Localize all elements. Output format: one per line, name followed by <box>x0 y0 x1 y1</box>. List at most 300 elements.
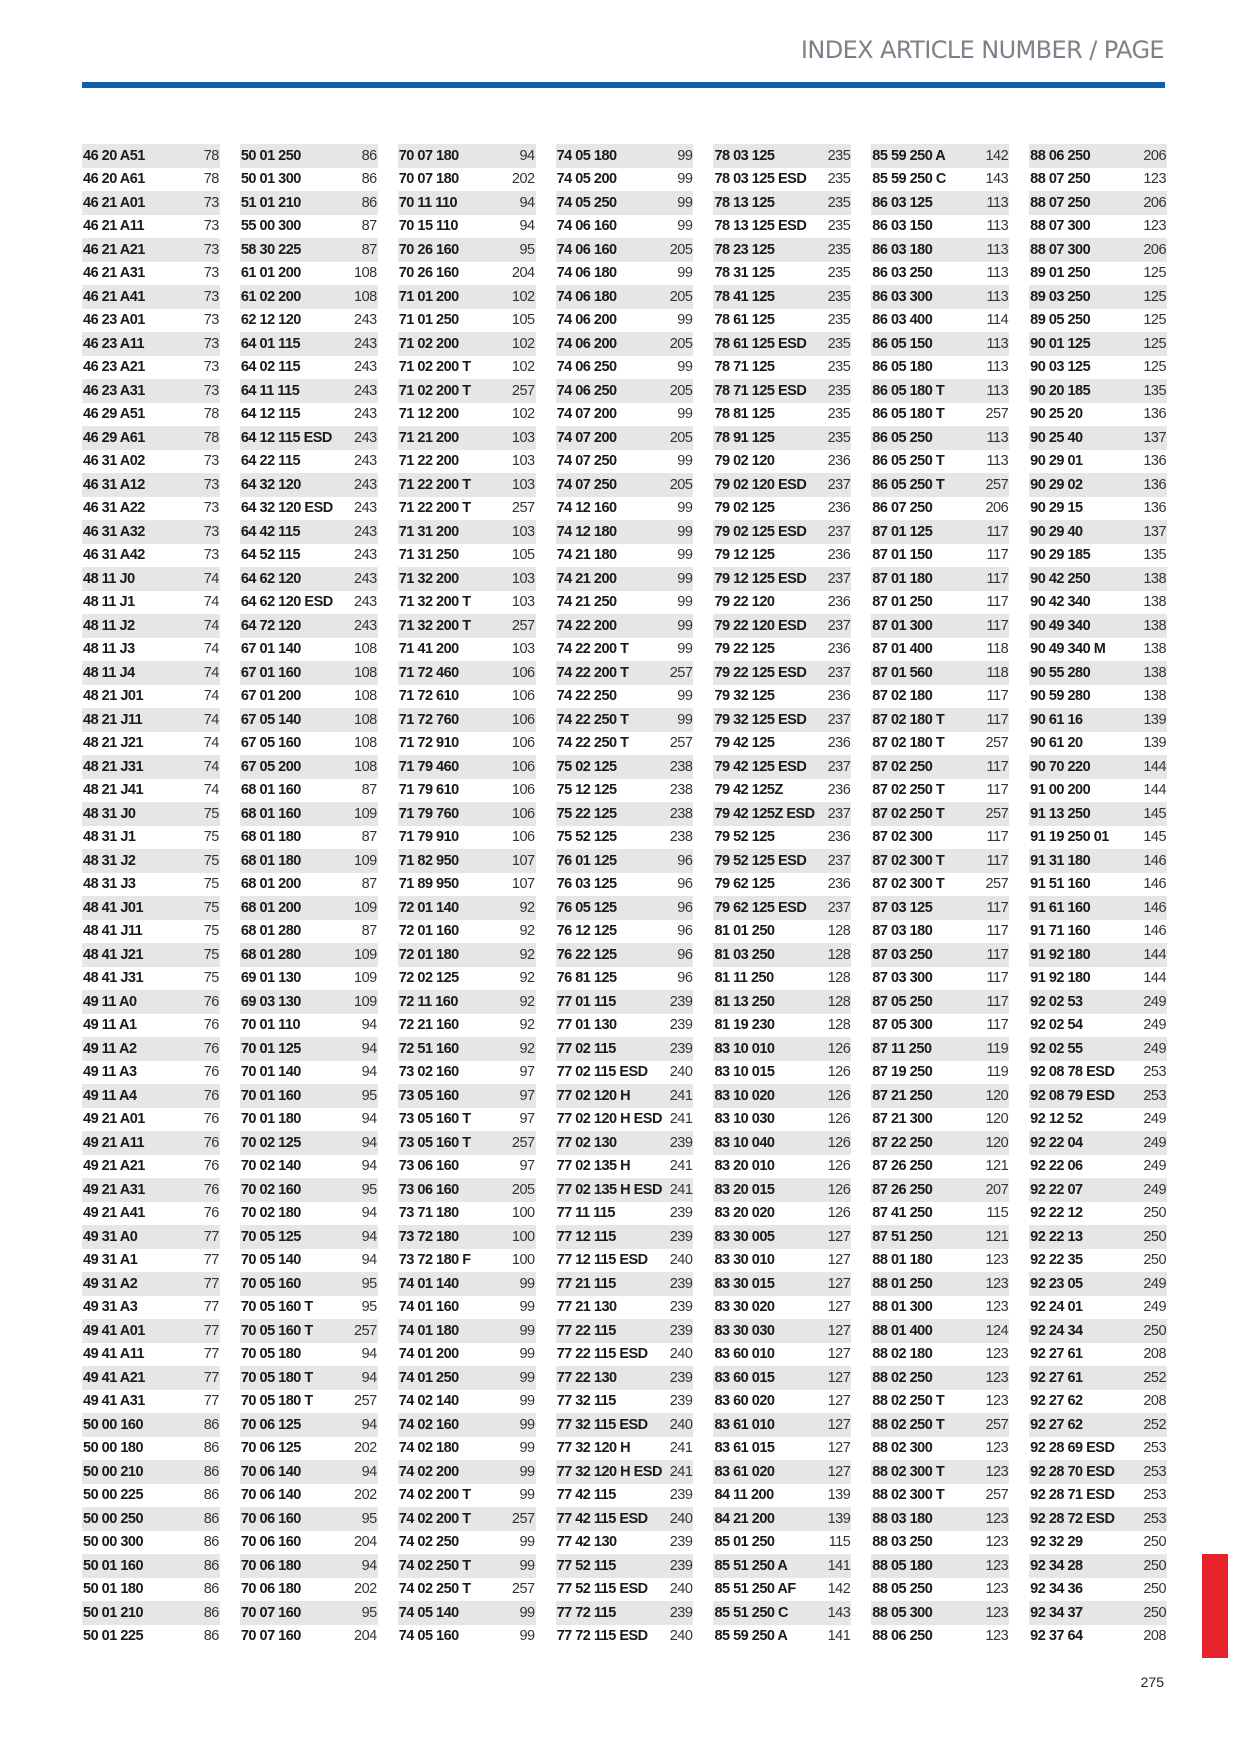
index-row <box>556 1178 694 1202</box>
index-row <box>556 1084 694 1108</box>
index-row <box>556 309 694 333</box>
index-row <box>82 1554 220 1578</box>
page-reference: 235 <box>827 429 851 446</box>
index-row <box>1029 685 1167 709</box>
index-row <box>398 732 536 756</box>
page-reference: 235 <box>827 312 851 329</box>
page-reference: 103 <box>511 570 535 587</box>
index-row <box>1029 497 1167 521</box>
page-reference: 236 <box>827 829 851 846</box>
page-reference: 97 <box>519 1087 535 1104</box>
page-reference: 120 <box>985 1111 1009 1128</box>
page-reference: 105 <box>511 547 535 564</box>
article-number: 91 31 180 <box>1030 852 1091 869</box>
article-number: 74 02 200 T <box>398 1487 471 1504</box>
page-reference: 235 <box>827 147 851 164</box>
page-reference: 144 <box>1143 970 1167 987</box>
page-reference: 74 <box>203 664 219 681</box>
article-number: 73 71 180 <box>398 1205 459 1222</box>
index-row <box>713 403 851 427</box>
article-number: 71 02 200 T <box>398 359 471 376</box>
article-number: 74 01 140 <box>398 1275 459 1292</box>
index-row <box>398 497 536 521</box>
page-reference: 123 <box>985 1628 1009 1645</box>
page-reference: 99 <box>519 1463 535 1480</box>
page-reference: 241 <box>669 1440 693 1457</box>
index-row <box>240 567 378 591</box>
page-reference: 144 <box>1143 758 1167 775</box>
article-number: 81 19 230 <box>714 1017 775 1034</box>
page-reference: 121 <box>985 1158 1009 1175</box>
page-reference: 250 <box>1143 1581 1167 1598</box>
article-number: 77 02 135 H <box>556 1158 631 1175</box>
article-number: 71 02 200 <box>398 335 459 352</box>
page-reference: 103 <box>511 476 535 493</box>
page-reference: 257 <box>511 382 535 399</box>
article-number: 77 02 130 <box>556 1134 617 1151</box>
page-reference: 99 <box>519 1393 535 1410</box>
index-row <box>713 591 851 615</box>
index-row <box>82 638 220 662</box>
index-row <box>240 332 378 356</box>
index-row <box>398 943 536 967</box>
article-number: 91 19 250 01 <box>1030 829 1109 846</box>
index-row <box>82 1084 220 1108</box>
index-row <box>398 1296 536 1320</box>
page-reference: 74 <box>203 735 219 752</box>
page-reference: 243 <box>354 453 377 470</box>
page-reference: 109 <box>354 970 377 987</box>
page-reference: 207 <box>985 1181 1009 1198</box>
page-reference: 96 <box>677 899 693 916</box>
index-row <box>398 873 536 897</box>
index-row <box>1029 967 1167 991</box>
article-number: 73 05 160 T <box>398 1111 471 1128</box>
index-row <box>871 1319 1009 1343</box>
index-row <box>713 826 851 850</box>
article-number: 71 79 910 <box>398 829 459 846</box>
article-number: 64 12 115 ESD <box>240 429 332 446</box>
page-reference: 243 <box>354 406 377 423</box>
article-number: 77 32 115 <box>556 1393 616 1410</box>
article-number: 92 28 69 ESD <box>1030 1440 1115 1457</box>
page-reference: 126 <box>827 1158 851 1175</box>
index-row <box>871 873 1009 897</box>
page-reference: 141 <box>827 1628 851 1645</box>
index-row <box>556 285 694 309</box>
article-number: 64 02 115 <box>240 359 301 376</box>
article-number: 74 06 160 <box>556 241 617 258</box>
index-row <box>240 262 378 286</box>
index-row <box>82 1249 220 1273</box>
article-number: 64 72 120 <box>240 617 301 634</box>
page-reference: 78 <box>203 429 219 446</box>
index-row <box>556 732 694 756</box>
index-row <box>82 1437 220 1461</box>
index-row <box>240 685 378 709</box>
article-number: 46 20 A51 <box>83 147 145 164</box>
index-row <box>240 356 378 380</box>
article-number: 71 82 950 <box>398 852 459 869</box>
page-reference: 77 <box>203 1322 219 1339</box>
page-reference: 96 <box>677 876 693 893</box>
article-number: 71 31 250 <box>398 547 459 564</box>
article-number: 74 05 200 <box>556 171 617 188</box>
page-reference: 125 <box>1143 288 1167 305</box>
page-reference: 87 <box>361 241 377 258</box>
article-number: 46 23 A11 <box>83 335 145 352</box>
article-number: 86 05 150 <box>872 335 933 352</box>
page-reference: 208 <box>1143 1628 1167 1645</box>
page-reference: 94 <box>361 1346 377 1363</box>
page-reference: 117 <box>986 523 1009 540</box>
page-reference: 106 <box>511 829 535 846</box>
article-number: 92 28 70 ESD <box>1030 1463 1115 1480</box>
article-number: 71 89 950 <box>398 876 459 893</box>
header-rule <box>82 82 1165 88</box>
page-reference: 106 <box>511 735 535 752</box>
index-row <box>871 403 1009 427</box>
page-reference: 94 <box>361 1040 377 1057</box>
article-number: 70 07 160 <box>240 1628 301 1645</box>
index-row <box>713 497 851 521</box>
article-number: 68 01 200 <box>240 876 301 893</box>
article-number: 71 21 200 <box>398 429 459 446</box>
article-number: 74 01 200 <box>398 1346 459 1363</box>
page-reference: 204 <box>354 1534 377 1551</box>
index-row <box>82 215 220 239</box>
index-row <box>1029 144 1167 168</box>
article-number: 50 01 225 <box>83 1628 144 1645</box>
article-number: 85 59 250 A <box>714 1628 788 1645</box>
article-number: 46 21 A01 <box>83 194 145 211</box>
page-reference: 236 <box>827 547 851 564</box>
page-reference: 107 <box>511 876 535 893</box>
article-number: 92 08 78 ESD <box>1030 1064 1115 1081</box>
index-row <box>398 1178 536 1202</box>
index-row <box>398 1131 536 1155</box>
index-row <box>240 144 378 168</box>
article-number: 90 61 20 <box>1030 735 1083 752</box>
index-row <box>82 426 220 450</box>
index-row <box>1029 1272 1167 1296</box>
article-number: 83 61 010 <box>714 1416 775 1433</box>
article-number: 74 05 160 <box>398 1628 459 1645</box>
page-reference: 75 <box>203 923 219 940</box>
index-row <box>240 591 378 615</box>
page-reference: 109 <box>354 805 377 822</box>
article-number: 64 42 115 <box>240 523 301 540</box>
index-row <box>82 544 220 568</box>
article-number: 72 51 160 <box>398 1040 459 1057</box>
page-reference: 102 <box>511 335 535 352</box>
page-reference: 117 <box>986 970 1009 987</box>
page-reference: 123 <box>985 1252 1009 1269</box>
article-number: 92 27 62 <box>1030 1393 1083 1410</box>
index-row <box>556 1484 694 1508</box>
article-number: 87 02 300 T <box>872 876 945 893</box>
article-number: 87 02 300 T <box>872 852 945 869</box>
index-row <box>713 520 851 544</box>
index-row <box>713 1319 851 1343</box>
article-number: 77 21 115 <box>556 1275 616 1292</box>
article-number: 81 13 250 <box>714 993 775 1010</box>
page-reference: 100 <box>511 1205 535 1222</box>
article-number: 71 01 250 <box>398 312 459 329</box>
index-row <box>871 1343 1009 1367</box>
page-reference: 86 <box>361 171 377 188</box>
article-number: 46 21 A21 <box>83 241 145 258</box>
index-row <box>82 1155 220 1179</box>
page-reference: 113 <box>986 194 1009 211</box>
page-reference: 109 <box>354 993 377 1010</box>
page-reference: 139 <box>1143 735 1167 752</box>
index-row <box>556 1155 694 1179</box>
index-row <box>398 1108 536 1132</box>
article-number: 64 52 115 <box>240 547 301 564</box>
article-number: 70 06 125 <box>240 1416 301 1433</box>
article-number: 48 11 J3 <box>83 641 135 658</box>
index-row <box>556 356 694 380</box>
index-row <box>398 1484 536 1508</box>
page-reference: 96 <box>677 923 693 940</box>
index-row <box>82 990 220 1014</box>
article-number: 67 01 200 <box>240 688 301 705</box>
index-row <box>871 896 1009 920</box>
article-number: 71 41 200 <box>398 641 459 658</box>
page-reference: 113 <box>986 288 1009 305</box>
page-reference: 236 <box>827 688 851 705</box>
page-reference: 86 <box>361 194 377 211</box>
article-number: 74 01 160 <box>398 1299 459 1316</box>
index-row <box>240 614 378 638</box>
index-row <box>398 1225 536 1249</box>
article-number: 74 07 200 <box>556 429 617 446</box>
page-reference: 99 <box>519 1604 535 1621</box>
index-row <box>871 638 1009 662</box>
index-row <box>713 1484 851 1508</box>
article-number: 74 02 160 <box>398 1416 459 1433</box>
index-row <box>82 732 220 756</box>
index-row <box>1029 426 1167 450</box>
article-number: 70 07 160 <box>240 1604 301 1621</box>
index-row <box>556 849 694 873</box>
page-reference: 94 <box>361 1463 377 1480</box>
index-row <box>398 1460 536 1484</box>
page-reference: 243 <box>354 617 377 634</box>
page-reference: 95 <box>361 1604 377 1621</box>
page-reference: 253 <box>1143 1440 1167 1457</box>
article-number: 77 22 130 <box>556 1369 617 1386</box>
index-row <box>82 168 220 192</box>
page-reference: 103 <box>511 641 535 658</box>
page-reference: 109 <box>354 946 377 963</box>
index-row <box>871 497 1009 521</box>
page-reference: 94 <box>361 1064 377 1081</box>
index-row <box>713 379 851 403</box>
page-reference: 106 <box>511 688 535 705</box>
article-number: 86 05 180 <box>872 359 933 376</box>
article-number: 78 03 125 <box>714 147 775 164</box>
article-number: 88 07 300 <box>1030 241 1091 258</box>
article-number: 77 52 115 <box>556 1557 616 1574</box>
page-reference: 73 <box>203 241 219 258</box>
page-reference: 78 <box>203 171 219 188</box>
page-reference: 235 <box>827 194 851 211</box>
article-number: 70 05 160 <box>240 1275 301 1292</box>
page-reference: 239 <box>669 1299 693 1316</box>
page-reference: 144 <box>1143 782 1167 799</box>
page-reference: 239 <box>669 1604 693 1621</box>
article-number: 87 26 250 <box>872 1181 933 1198</box>
index-row <box>713 1296 851 1320</box>
page-reference: 106 <box>511 664 535 681</box>
page-reference: 102 <box>511 406 535 423</box>
page-reference: 243 <box>354 359 377 376</box>
index-row <box>1029 1155 1167 1179</box>
article-number: 77 32 120 H ESD <box>556 1463 662 1480</box>
article-number: 85 51 250 AF <box>714 1581 796 1598</box>
index-row <box>398 215 536 239</box>
article-number: 90 20 185 <box>1030 382 1091 399</box>
article-number: 90 03 125 <box>1030 359 1091 376</box>
article-number: 90 25 40 <box>1030 429 1083 446</box>
index-row <box>556 191 694 215</box>
article-number: 92 24 01 <box>1030 1299 1083 1316</box>
article-number: 49 21 A21 <box>83 1158 145 1175</box>
index-row <box>398 1319 536 1343</box>
index-row <box>871 732 1009 756</box>
index-row <box>871 943 1009 967</box>
page-reference: 77 <box>203 1228 219 1245</box>
article-number: 74 21 200 <box>556 570 617 587</box>
index-row <box>871 1366 1009 1390</box>
index-row <box>398 332 536 356</box>
index-row <box>1029 215 1167 239</box>
article-number: 78 61 125 <box>714 312 775 329</box>
article-number: 78 81 125 <box>714 406 775 423</box>
article-number: 46 23 A21 <box>83 359 145 376</box>
index-row <box>82 873 220 897</box>
index-row <box>1029 379 1167 403</box>
index-row <box>556 1037 694 1061</box>
article-number: 70 06 160 <box>240 1510 301 1527</box>
page-reference: 257 <box>669 735 693 752</box>
index-row <box>871 1014 1009 1038</box>
index-row <box>82 920 220 944</box>
page-header-title: INDEX ARTICLE NUMBER / PAGE <box>800 36 1164 64</box>
article-number: 88 02 180 <box>872 1346 933 1363</box>
index-row <box>398 1037 536 1061</box>
index-row <box>556 1625 694 1649</box>
article-number: 90 70 220 <box>1030 758 1091 775</box>
index-row <box>1029 1343 1167 1367</box>
article-number: 64 01 115 <box>240 335 301 352</box>
index-row <box>1029 450 1167 474</box>
page-reference: 126 <box>827 1181 851 1198</box>
page-reference: 205 <box>669 241 693 258</box>
page-reference: 87 <box>361 218 377 235</box>
page-reference: 257 <box>985 805 1009 822</box>
article-number: 83 30 005 <box>714 1228 775 1245</box>
article-number: 70 01 110 <box>240 1017 301 1034</box>
article-number: 89 01 250 <box>1030 265 1091 282</box>
index-row <box>82 1108 220 1132</box>
index-row <box>398 967 536 991</box>
index-row <box>1029 802 1167 826</box>
article-number: 90 59 280 <box>1030 688 1091 705</box>
article-number: 77 01 115 <box>556 993 616 1010</box>
page-reference: 237 <box>827 476 851 493</box>
page-reference: 99 <box>519 1275 535 1292</box>
page-reference: 73 <box>203 194 219 211</box>
page-reference: 99 <box>677 406 693 423</box>
index-row <box>240 1249 378 1273</box>
article-number: 92 32 29 <box>1030 1534 1083 1551</box>
index-row <box>1029 1108 1167 1132</box>
page-reference: 241 <box>669 1087 693 1104</box>
index-row <box>82 849 220 873</box>
page-reference: 73 <box>203 312 219 329</box>
page-reference: 235 <box>827 241 851 258</box>
page-reference: 236 <box>827 782 851 799</box>
index-row <box>240 779 378 803</box>
page-reference: 117 <box>986 923 1009 940</box>
page-reference: 238 <box>669 758 693 775</box>
article-number: 46 23 A01 <box>83 312 145 329</box>
article-number: 92 27 62 <box>1030 1416 1083 1433</box>
index-row <box>82 826 220 850</box>
article-number: 81 03 250 <box>714 946 775 963</box>
index-row <box>240 450 378 474</box>
article-number: 83 10 015 <box>714 1064 775 1081</box>
index-row <box>1029 356 1167 380</box>
article-number: 84 21 200 <box>714 1510 775 1527</box>
article-number: 69 01 130 <box>240 970 301 987</box>
index-row <box>240 1225 378 1249</box>
index-row <box>240 1108 378 1132</box>
article-number: 70 02 180 <box>240 1205 301 1222</box>
index-row <box>82 238 220 262</box>
article-number: 74 22 200 <box>556 617 617 634</box>
article-number: 87 01 250 <box>872 594 933 611</box>
page-reference: 100 <box>511 1252 535 1269</box>
article-number: 88 02 300 T <box>872 1463 945 1480</box>
article-number: 77 22 115 <box>556 1322 616 1339</box>
page-reference: 126 <box>827 1111 851 1128</box>
index-row <box>240 426 378 450</box>
index-row <box>398 849 536 873</box>
index-row <box>871 332 1009 356</box>
index-row <box>556 1390 694 1414</box>
page-reference: 120 <box>985 1134 1009 1151</box>
page-reference: 235 <box>827 359 851 376</box>
index-row <box>82 473 220 497</box>
article-number: 50 01 180 <box>83 1581 144 1598</box>
page-reference: 241 <box>669 1463 693 1480</box>
article-number: 86 05 250 T <box>872 453 945 470</box>
index-row <box>556 403 694 427</box>
index-row <box>556 920 694 944</box>
index-row <box>871 168 1009 192</box>
page-reference: 99 <box>677 500 693 517</box>
article-number: 79 42 125Z ESD <box>714 805 815 822</box>
index-row <box>713 873 851 897</box>
index-row <box>82 1037 220 1061</box>
article-number: 61 01 200 <box>240 265 301 282</box>
index-row <box>240 473 378 497</box>
index-row <box>82 1178 220 1202</box>
